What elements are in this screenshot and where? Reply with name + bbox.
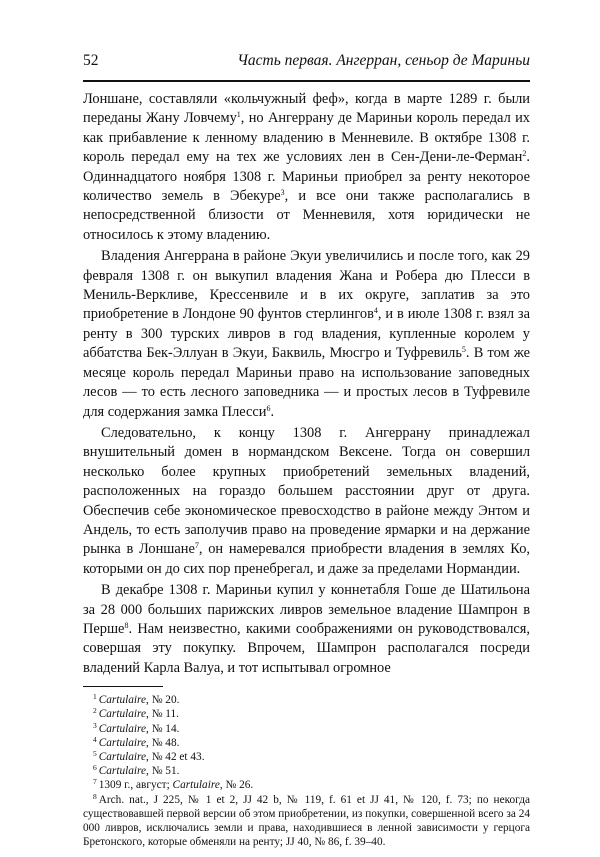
text-run: . Одиннадцатого ноября 1308 г. Мариньи приобрел за ренту некоторое количество земель в Эбекуре	[83, 149, 530, 205]
italic-text: Cartulaire	[98, 708, 147, 721]
footnote	[83, 693, 530, 707]
paragraph	[83, 90, 530, 245]
footnote-reference: 5	[461, 345, 466, 355]
footnote-reference: 4	[373, 306, 378, 316]
text-run: . Нам неизвестно, какими соображениями он руководствовался, совершая эту покупку. Впрочем, Шампрон располагался посреди владений Карла Валуа, и тот испытывал огромное	[83, 620, 530, 676]
text-run: Arch. nat., J 225, № 1 et 2, JJ 42 b, № 119, f. 61 et JJ 41, № 120, f. 73; по некогда существовавшей первой версии об этом приобретении, из покупки, совершенной всего за 24 000 ливров, исключались земли и права, находившиеся в ленной зависимости у герцога Бретонского, которые обменяли на ренту; JJ 40, № 86, f. 39–40.	[83, 793, 530, 849]
footnote-number: 3	[93, 720, 97, 730]
text-run: , № 11.	[146, 708, 179, 721]
footnote	[83, 750, 530, 764]
page-header	[83, 52, 530, 80]
paragraph	[83, 424, 530, 579]
footnote	[83, 707, 530, 721]
footnote-number: 1	[93, 692, 97, 702]
footnote-number: 6	[93, 763, 97, 773]
footnote	[83, 736, 530, 750]
footnote-reference: 2	[522, 149, 527, 159]
italic-text: Cartulaire	[98, 694, 147, 707]
footnote-number: 4	[93, 734, 97, 744]
text-run: . В том же месяце король передал Мариньи право на использование заповедных лесов — то есть лесного заповедника — и простых лесов в Туфревиле для содержания замка Плесси	[83, 345, 530, 420]
text-run: , № 51.	[146, 765, 180, 778]
body-text	[83, 90, 530, 678]
text-run: В декабре 1308 г. Мариньи купил у коннетабля Гоше де Шатильона за 28 000 больших парижских ливров земельное владение Шампрон в Перше	[83, 582, 530, 637]
text-run: , и в июле 1308 г. взял за ренту в 300 турских ливров в год владения, купленные королем у аббатства Бек-Эллуан в Экуи, Баквиль, Мюсгро и Туфревиль	[83, 306, 530, 362]
footnote-reference: 7	[194, 541, 199, 551]
footnotes	[83, 693, 530, 849]
text-run: , № 42 et 43.	[146, 751, 205, 763]
footnote-number: 5	[93, 749, 97, 758]
text-run: , № 20.	[146, 694, 180, 707]
italic-text: Cartulaire	[98, 736, 147, 749]
italic-text: Cartulaire	[172, 779, 220, 792]
page-number: 52	[83, 52, 99, 69]
footnote-reference: 8	[124, 620, 129, 630]
footnote	[83, 764, 530, 778]
text-run: , № 48.	[146, 736, 180, 749]
text-run: 1309 г., август;	[98, 779, 173, 792]
text-run: , но Ангеррану де Мариньи король передал их как прибавление к ленному владению в Менневиле. В октябре 1308 г. король передал ему на тех же условиях лен в Сен-Дени-ле-Ферман	[83, 110, 530, 166]
header-rule	[83, 80, 530, 82]
footnote-separator	[83, 686, 163, 687]
footnote-number: 7	[93, 777, 97, 787]
italic-text: Cartulaire	[98, 751, 147, 763]
text-run: Следовательно, к концу 1308 г. Ангеррану принадлежал внушительный домен в нормандском Вексене. Тогда он совершил несколько более крупных приобретений земельных владений, расположенных на гораздо большем расстоянии друг от друга. Обеспечив себе экономическое превосходство в районе между Энтом и Андель, то есть заполучив право на проведение ярмарки и на держание рынка в Лоншане	[83, 424, 530, 558]
book-page	[83, 52, 530, 849]
text-run: , и все они также располагались в непосредственной близости от Менневиля, хотя юридически не относилось к этому владению.	[83, 188, 530, 243]
footnote-reference: 1	[236, 110, 241, 120]
text-run: .	[270, 403, 275, 420]
footnote-number: 2	[93, 706, 97, 716]
footnote-number: 8	[93, 791, 97, 801]
italic-text: Cartulaire	[98, 765, 147, 778]
paragraph	[83, 581, 530, 678]
footnote	[83, 793, 530, 850]
text-run: Лоншане, составляли «кольчужный феф», когда в марте 1289 г. были переданы Жану Ловчему	[83, 91, 530, 127]
text-run: , № 14.	[146, 722, 180, 735]
running-title: Часть первая. Ангерран, сеньор де Мариньи	[237, 52, 530, 69]
text-run: , № 26.	[219, 779, 254, 792]
text-run: Владения Ангеррана в районе Экуи увеличились и после того, как 29 февраля 1308 г. он выкупил владения Жана и Робера дю Плесси в Мениль-Веркливе, Крессенвиле и в их округе, заплатив за это приобретение в Лондоне 90 фунтов стерлингов	[83, 248, 530, 323]
text-run: , он намеревался приобрести владения в землях Ко, которыми он до сих пор пренебрегал, и даже за пределами Нормандии.	[83, 541, 530, 577]
italic-text: Cartulaire	[98, 722, 147, 735]
footnote-reference: 6	[266, 403, 271, 413]
footnote	[83, 778, 530, 792]
footnote-reference: 3	[280, 188, 285, 198]
footnote	[83, 722, 530, 736]
paragraph	[83, 247, 530, 422]
